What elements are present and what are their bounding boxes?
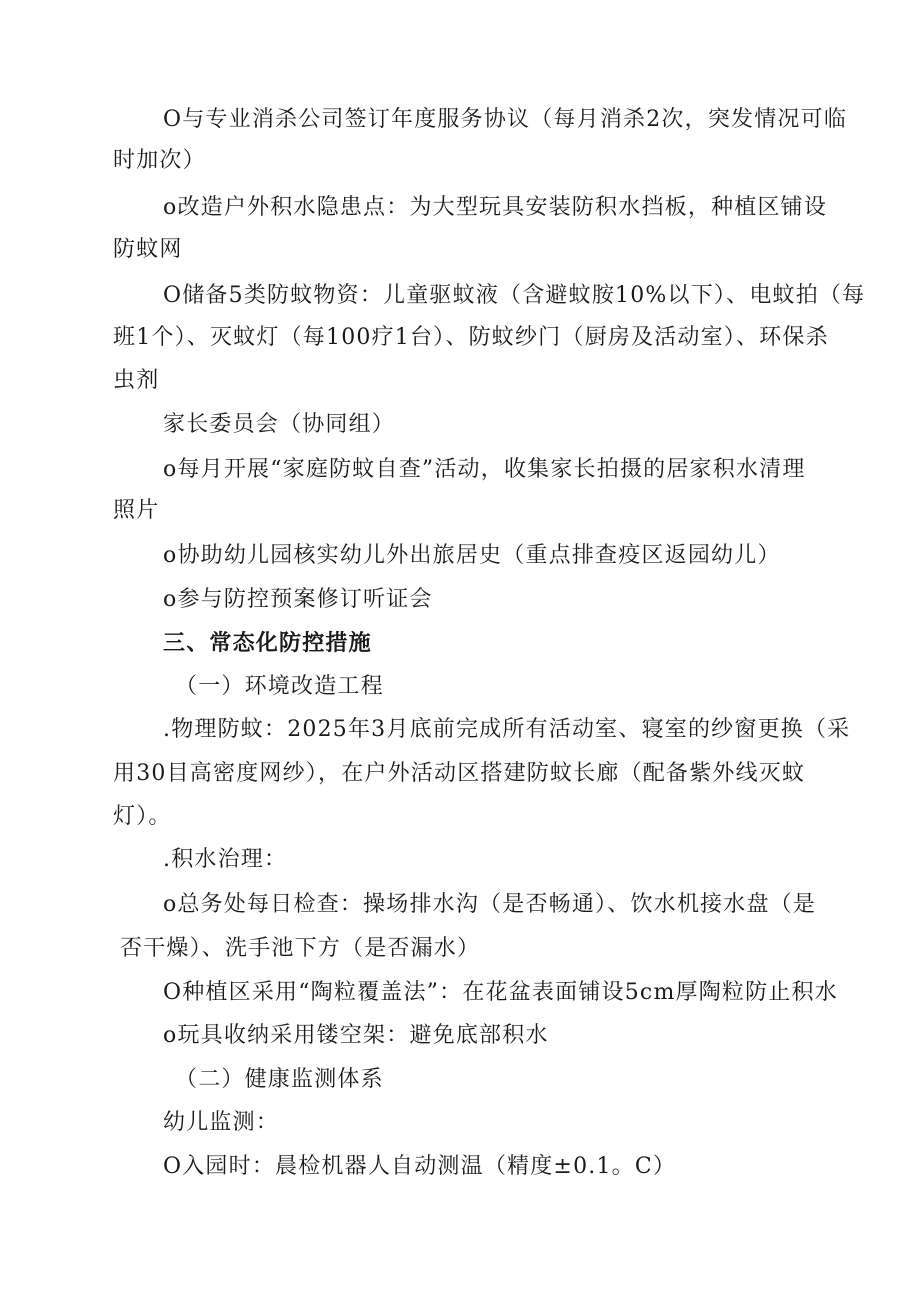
- text-line: O储备5类防蚊物资：儿童驱蚊液（含避蚊胺10%以下）、电蚊拍（每: [163, 283, 866, 308]
- text-line: O与专业消杀公司签订年度服务协议（每月消杀2次，突发情况可临: [163, 107, 848, 132]
- text-line: 用30目高密度网纱），在户外活动区搭建防蚊长廊（配备紫外线灭蚊: [113, 761, 806, 786]
- text-line: o玩具收纳采用镂空架：避免底部积水: [163, 1023, 549, 1048]
- text-line: O入园时：晨检机器人自动测温（精度±0.1。C）: [163, 1154, 677, 1179]
- subheading-parent-committee: 家长委员会（协同组）: [163, 412, 396, 437]
- text-line: 虫剂: [113, 368, 160, 393]
- text-line: 照片: [113, 498, 160, 523]
- text-line: o协助幼儿园核实幼儿外出旅居史（重点排查疫区返园幼儿）: [163, 543, 781, 568]
- text-line: o改造户外积水隐患点：为大型玩具安装防积水挡板，种植区铺设: [163, 195, 828, 220]
- subsection-heading: （一）环境改造工程: [175, 674, 384, 699]
- text-line: 灯）。: [113, 804, 172, 829]
- text-line: o每月开展“家庭防蚊自查”活动，收集家长拍摄的居家积水清理: [163, 457, 806, 482]
- section-heading: 三、常态化防控措施: [163, 631, 372, 656]
- text-line: o总务处每日检查：操场排水沟（是否畅通）、饮水机接水盘（是: [163, 892, 817, 917]
- text-line: o参与防控预案修订听证会: [163, 587, 433, 612]
- text-line: 防蚊网: [113, 237, 183, 262]
- text-line: 时加次）: [113, 148, 206, 173]
- text-line: .物理防蚊：2025年3月底前完成所有活动室、寝室的纱窗更换（采: [163, 717, 851, 742]
- text-line: .积水治理：: [163, 847, 288, 872]
- text-line: 班1个）、灭蚊灯（每100疗1台）、防蚊纱门（厨房及活动室）、环保杀: [113, 325, 829, 350]
- text-line: 幼儿监测：: [163, 1110, 280, 1135]
- subsection-heading: （二）健康监测体系: [175, 1067, 384, 1092]
- text-line: 否干燥）、洗手池下方（是否漏水）: [120, 936, 481, 961]
- text-line: O种植区采用“陶粒覆盖法”：在花盆表面铺设5cm厚陶粒防止积水: [163, 980, 838, 1005]
